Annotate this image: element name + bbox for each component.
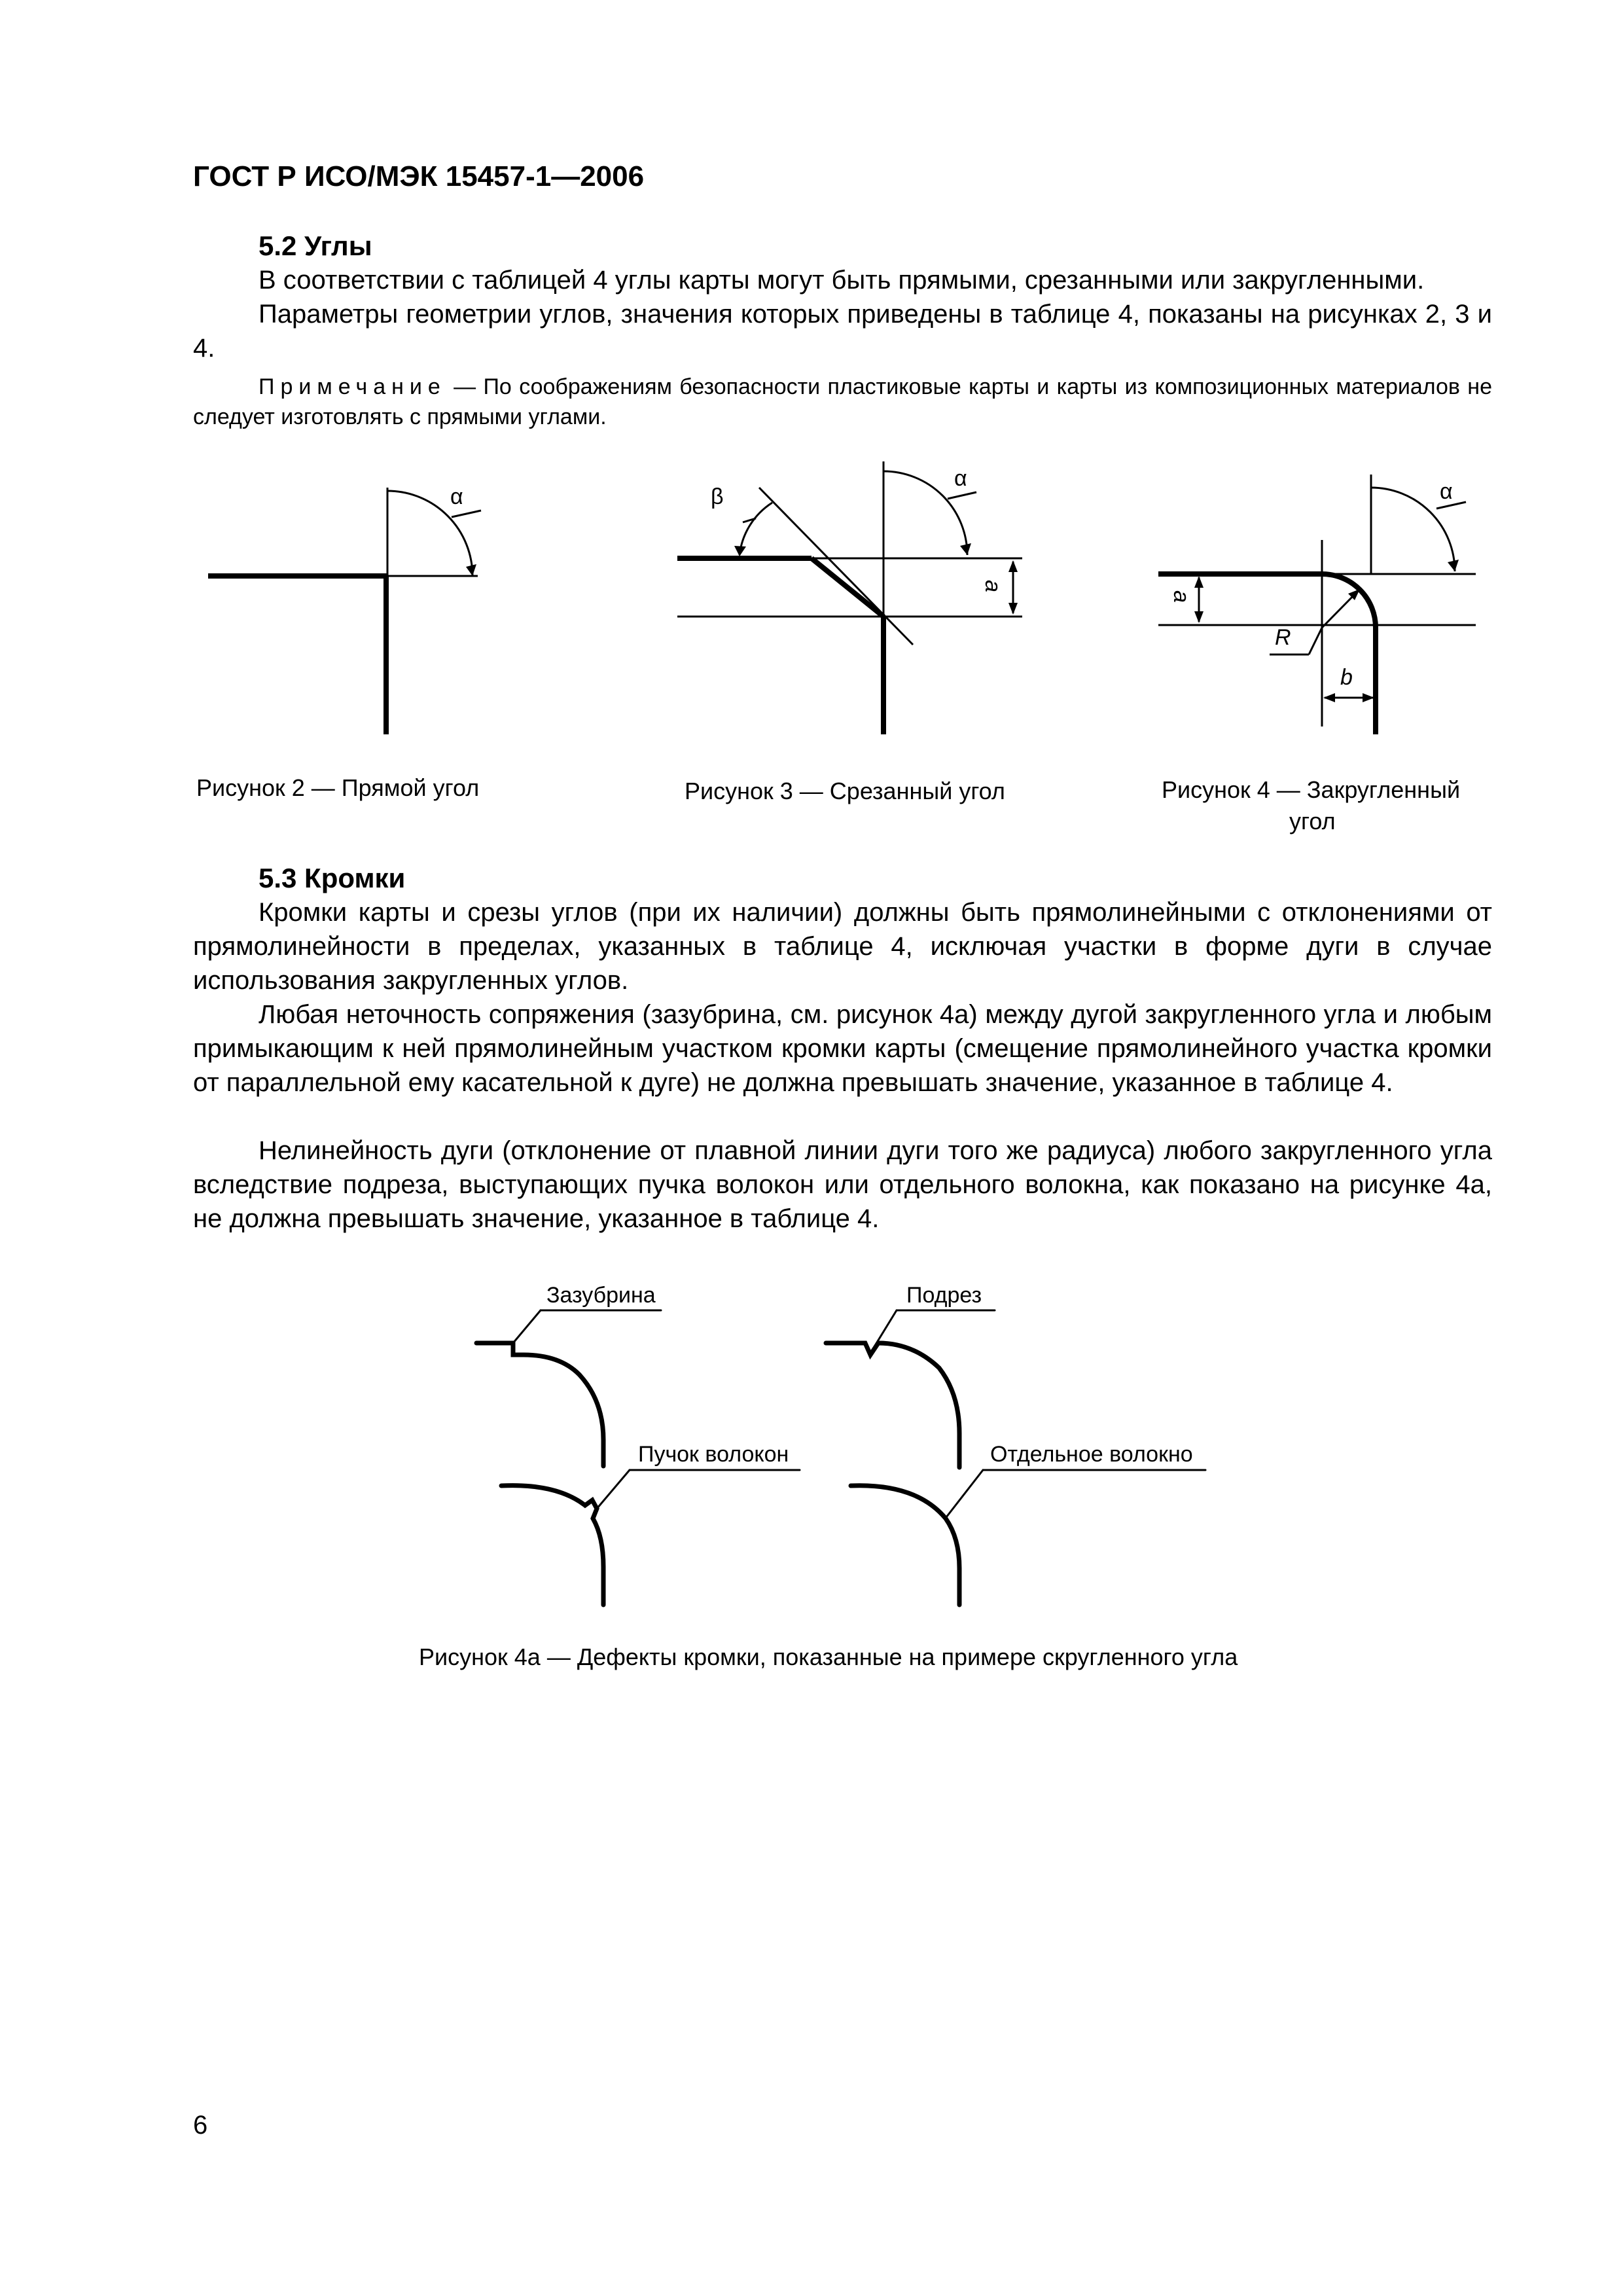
fig4a-notch-corner — [476, 1343, 603, 1466]
fig4a-undercut-label: Подрез — [906, 1283, 982, 1308]
fig3-a-label: a — [980, 580, 1005, 592]
section-5-3-paragraph-3: Нелинейность дуги (отклонение от плавной линии дуги того же радиуса) любого закругленного угла вследствие подреза, выступающих пучка волокон или отдельного волокна, как показано на рисунке 4а, не должна превышать значение, указанное в таблице 4. — [193, 1136, 1492, 1233]
fig3-alpha-label: α — [954, 466, 967, 491]
figure-4-caption-line-2: угол — [1289, 808, 1336, 834]
section-5-2-heading: 5.2 Углы — [259, 230, 372, 261]
section-5-3-paragraph-2: Любая неточность сопряжения (зазубрина, см. рисунок 4а) между дугой закругленного угла и любым примыкающим к ней прямолинейным участком кромки карты (смещение прямолинейного участка кромки от параллельной ему касательной к дуге) не должна превышать значение, указанное в таблице 4. — [193, 1000, 1492, 1097]
fig4-alpha-label: α — [1440, 479, 1453, 504]
fig4a-undercut-corner — [826, 1343, 959, 1467]
fig4a-single-fiber-label: Отдельное волокно — [990, 1442, 1193, 1467]
figure-4-caption-line-1: Рисунок 4 — Закругленный — [1162, 776, 1461, 803]
fig4-r-label: R — [1275, 625, 1291, 650]
section-5-3-paragraph-1: Кромки карты и срезы углов (при их наличии) должны быть прямолинейными с отклонениями от прямолинейности в пределах, указанных в таблице 4, исключая участки в форме дуги в случае использования закругленных углов. — [193, 898, 1492, 995]
fig4-b-label: b — [1340, 665, 1353, 690]
fig4a-fiber-bundle-corner — [501, 1486, 603, 1605]
fig2-alpha-label: α — [450, 484, 463, 509]
note-text: — По соображениям безопасности пластиковые карты и карты из композиционных материалов не следует изготовлять с прямыми углами. — [193, 374, 1492, 429]
document-header: ГОСТ Р ИСО/МЭК 15457-1—2006 — [193, 160, 645, 192]
figure-4a-caption: Рисунок 4а — Дефекты кромки, показанные на примере скругленного угла — [419, 1643, 1238, 1670]
section-5-3-heading: 5.3 Кромки — [259, 863, 406, 893]
fig4a-notch-label: Зазубрина — [546, 1283, 656, 1308]
section-5-2-paragraph-2: Параметры геометрии углов, значения которых приведены в таблице 4, показаны на рисунках 2, 3 и 4. — [193, 300, 1492, 363]
note-label: Примечание — [259, 374, 446, 399]
section-5-2-paragraph-1: В соответствии с таблицей 4 углы карты могут быть прямыми, срезанными или закругленными. — [259, 266, 1425, 295]
fig4a-fiber-bundle-leader — [597, 1470, 630, 1509]
fig4a-fiber-bundle-label: Пучок волокон — [638, 1442, 789, 1467]
fig4a-notch-leader — [513, 1310, 541, 1343]
fig4a-single-fiber-corner — [851, 1486, 959, 1605]
fig4a-single-fiber-leader — [946, 1470, 983, 1517]
fig4-a-label: a — [1168, 590, 1194, 603]
page-number: 6 — [193, 2111, 208, 2140]
figure-3-caption: Рисунок 3 — Срезанный угол — [685, 778, 1005, 804]
figure-2-caption: Рисунок 2 — Прямой угол — [196, 774, 480, 801]
fig3-beta-label: β — [711, 484, 724, 509]
